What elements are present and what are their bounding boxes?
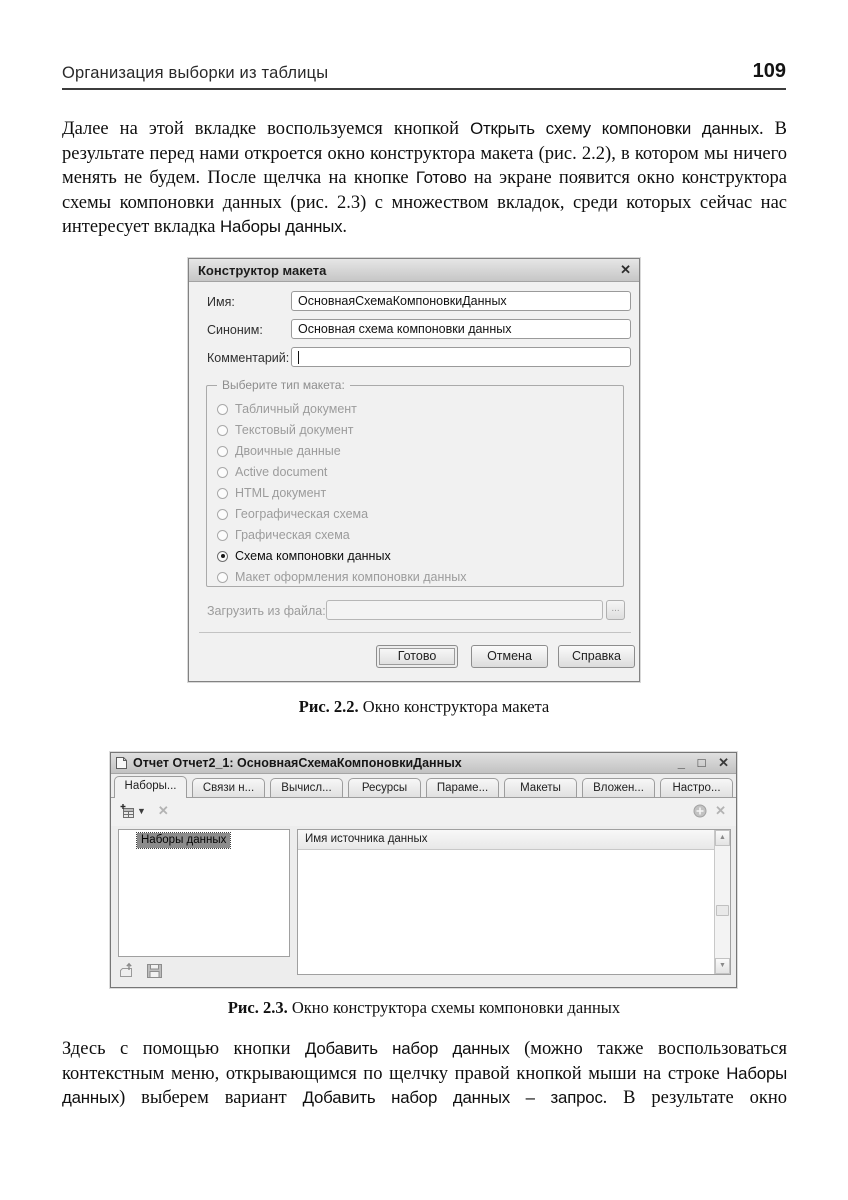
- body-text: ) выберем вариант: [119, 1088, 303, 1109]
- dialog-field-row: [189, 291, 639, 313]
- radio-option[interactable]: [217, 505, 368, 523]
- comment-field[interactable]: [291, 347, 631, 367]
- data-source-grid-panel[interactable]: [297, 829, 731, 975]
- template-type-groupbox: [206, 378, 624, 587]
- remove-icon[interactable]: ✕: [715, 803, 726, 818]
- bottom-icons-group: [120, 962, 163, 979]
- dialog-field-row: [189, 347, 639, 369]
- body-text: на экране появится окно конструктора схемы компоновки данных (рис. 2.3) с множеством вкладок, среди которых сейчас нас интересует вкладка: [62, 168, 787, 238]
- radio-option[interactable]: [217, 442, 341, 460]
- caption-text: Окно конструктора схемы компоновки данных: [287, 998, 621, 1017]
- tab-ресурсы[interactable]: Ресурсы: [348, 778, 421, 798]
- body-text: Здесь с помощью кнопки: [62, 1039, 305, 1059]
- radio-option[interactable]: [217, 568, 467, 586]
- radio-option-label: Двоичные данные: [235, 444, 341, 458]
- radio-option[interactable]: [217, 463, 327, 481]
- ui-term: Наборы данных: [220, 217, 343, 237]
- radio-icon: [217, 530, 228, 541]
- radio-icon: [217, 467, 228, 478]
- caption-text: Окно конструктора макета: [358, 697, 550, 716]
- ui-term: Наборы данных: [62, 1063, 787, 1108]
- dcs-designer-window: [110, 752, 737, 988]
- load-from-file-label: Загрузить из файла:: [207, 604, 326, 618]
- body-text: (можно также воспользоваться контекстным меню, открывающимся по щелчку правой кнопкой мыши на строке: [62, 1039, 788, 1084]
- tab-параме-[interactable]: Параме...: [426, 778, 499, 798]
- window-title: Отчет Отчет2_1: ОсновнаяСхемаКомпоновкиДанных: [133, 756, 462, 770]
- browse-button[interactable]: ...: [606, 600, 625, 620]
- dialog-titlebar[interactable]: [189, 259, 639, 282]
- caption-label: Рис. 2.2.: [298, 697, 359, 716]
- add-dataset-icon[interactable]: [120, 804, 135, 819]
- vertical-scrollbar[interactable]: [714, 830, 730, 974]
- document-icon: [115, 756, 128, 770]
- dialog-field-row: [189, 319, 639, 341]
- radio-option-label: Графическая схема: [235, 528, 350, 542]
- radio-icon: [217, 446, 228, 457]
- tab-вычисл-[interactable]: Вычисл...: [270, 778, 343, 798]
- close-icon[interactable]: ✕: [718, 755, 729, 770]
- radio-option-label: Географическая схема: [235, 507, 369, 521]
- body-text: .: [342, 217, 347, 238]
- body-text: Далее на этой вкладке воспользуемся кнопкой: [62, 119, 471, 139]
- radio-icon: [217, 404, 228, 415]
- radio-option-label: Табличный документ: [235, 402, 357, 416]
- body-text: . В результате перед нами откроется окно конструктора макета (рис. 2.2), в котором мы ничего менять не будем. После щелчка на кнопке: [62, 119, 787, 189]
- radio-option-label: Макет оформления компоновки данных: [235, 570, 467, 584]
- radio-option[interactable]: [217, 484, 326, 502]
- radio-option-label: HTML документ: [235, 486, 327, 500]
- text-caret: [298, 351, 299, 364]
- radio-icon: [217, 509, 228, 520]
- load-file-icon[interactable]: [120, 962, 137, 979]
- help-button[interactable]: Справка: [558, 645, 635, 668]
- tab-настро-[interactable]: Настро...: [660, 778, 733, 798]
- paragraph-2: [62, 1037, 787, 1111]
- paragraph-1: [62, 117, 787, 240]
- radio-option-label: Текстовый документ: [235, 423, 354, 437]
- ui-term: Открыть схему компоновки данных: [470, 119, 759, 138]
- scroll-down-icon[interactable]: ▼: [715, 958, 730, 974]
- figure-2-3-caption: [0, 998, 848, 1018]
- grid-column-header[interactable]: Имя источника данных: [298, 830, 714, 850]
- cancel-button[interactable]: Отмена: [471, 645, 548, 668]
- name-field-label: Имя:: [207, 295, 235, 309]
- tree-item-selected[interactable]: Наборы данных: [137, 833, 230, 848]
- dialog-separator: [199, 632, 631, 633]
- delete-dataset-icon[interactable]: ✕: [157, 803, 169, 818]
- radio-option[interactable]: [217, 400, 357, 418]
- toolbar-left-group: [120, 803, 169, 819]
- window-titlebar[interactable]: [111, 753, 736, 774]
- chevron-down-icon[interactable]: ▼: [137, 806, 146, 816]
- dialog-title: Конструктор макета: [198, 263, 327, 278]
- radio-option-label: Active document: [235, 465, 328, 479]
- save-icon[interactable]: [146, 962, 163, 979]
- tab-вложен-[interactable]: Вложен...: [582, 778, 655, 798]
- ui-term: Добавить набор данных: [305, 1039, 510, 1058]
- radio-option[interactable]: [217, 547, 391, 565]
- radio-icon: [217, 488, 228, 499]
- close-icon[interactable]: ✕: [620, 262, 631, 277]
- page-number: 109: [752, 60, 786, 82]
- tab-связи-н-[interactable]: Связи н...: [192, 778, 265, 798]
- synonym-field[interactable]: Основная схема компоновки данных: [291, 319, 631, 339]
- radio-option-label: Схема компоновки данных: [235, 549, 391, 563]
- ui-term: Добавить набор данных – запрос: [302, 1088, 603, 1108]
- window-controls: [669, 755, 729, 771]
- groupbox-legend: Выберите тип макета:: [217, 378, 350, 392]
- ui-term: Готово: [415, 168, 467, 188]
- radio-option[interactable]: [217, 421, 354, 439]
- comment-field-label: Комментарий:: [207, 351, 290, 365]
- minimize-icon[interactable]: _: [677, 755, 685, 770]
- tabs-row: [111, 774, 736, 798]
- body-text: . В результате окно: [602, 1088, 787, 1109]
- radio-icon: [217, 572, 228, 583]
- caption-label: Рис. 2.3.: [227, 998, 288, 1017]
- scroll-up-icon[interactable]: ▲: [715, 830, 730, 846]
- scrollbar-thumb[interactable]: [716, 905, 729, 916]
- add-circle-icon[interactable]: [693, 804, 707, 818]
- load-from-file-input[interactable]: [326, 600, 603, 620]
- radio-icon: [217, 425, 228, 436]
- toolbar-right-group: [693, 803, 726, 819]
- header-rule: [62, 88, 786, 90]
- template-designer-dialog: [188, 258, 640, 682]
- synonym-field-label: Синоним:: [207, 323, 263, 337]
- tab-макеты[interactable]: Макеты: [504, 778, 577, 798]
- datasets-tree-panel[interactable]: [118, 829, 290, 957]
- running-head-title: Организация выборки из таблицы: [62, 64, 329, 82]
- radio-option[interactable]: [217, 526, 350, 544]
- radio-icon: [217, 551, 228, 562]
- tabs-underline: [111, 797, 736, 798]
- finish-button[interactable]: Готово: [376, 645, 458, 668]
- name-field[interactable]: ОсновнаяСхемаКомпоновкиДанных: [291, 291, 631, 311]
- figure-2-2-caption: [0, 697, 848, 717]
- toolbar: [111, 798, 736, 826]
- maximize-icon[interactable]: □: [697, 755, 706, 770]
- tab-наборы-[interactable]: Наборы...: [114, 776, 187, 798]
